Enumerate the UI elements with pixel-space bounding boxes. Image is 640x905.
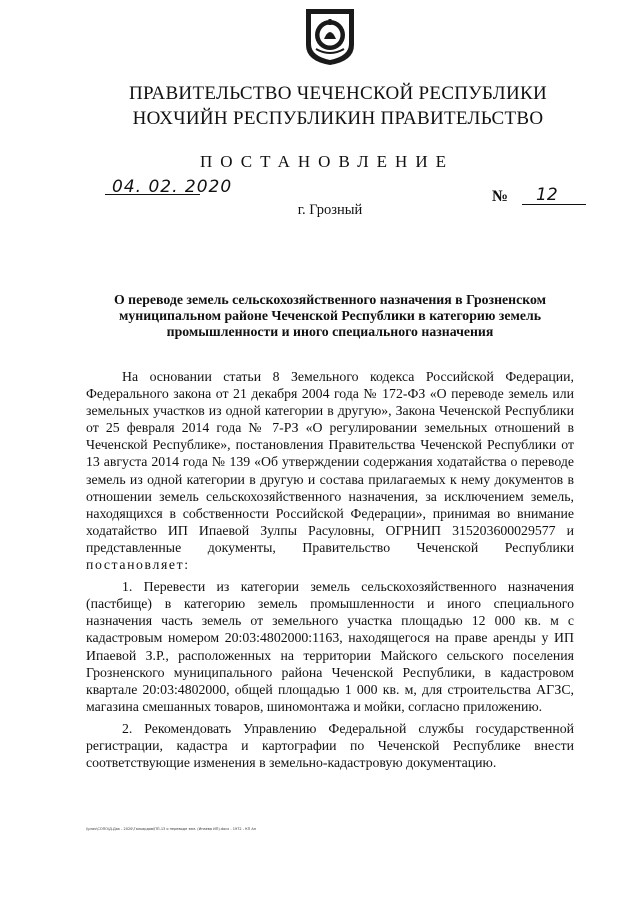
preamble-paragraph	[86, 368, 574, 573]
decree-item-1: 1. Перевести из категории земель сельскохозяйственного назначения (пастбище) в категорию земель промышленности и иного специального назначения часть земель от земельного участка площадью 12 000 кв. м с кадастровым номером 20:03:4802000:1163, находящегося на праве аренды у ИП Ипаевой З.Р., расположенных на территории Майского сельского поселения Грозненского муниципального района Чеченской Республики, в кадастровом квартале 20:03:4802000, общей площадью 1 000 кв. м, для строительства АГЗС, магазина смешанных товаров, шиномонтажа и мойки, согласно приложению.	[86, 579, 574, 714]
preamble-text: На основании статьи 8 Земельного кодекса Российской Федерации, Федерального закона от 21 декабря 2004 года № 172-ФЗ «О переводе земель или земельных участков из одной категории в другую», Закона Чеченской Республики от 25 февраля 2014 года № 7-РЗ «О регулировании земельных отношений в Чеченской Республике», постановления Правительства Чеченской Республики от 13 августа 2014 года № 139 «Об утверждении содержания ходатайства о переводе земель из одной категории в другую и состава прилагаемых к нему документов в отношении земель сельскохозяйственного назначения, за исключением земель, находящихся в собственности Российской Федерации», принимая во внимание ходатайство ИП Ипаевой Зулпы Расуловны, ОГРНИП 315203600029577 и представленные документы, Правительство Чеченской Республики	[86, 369, 574, 555]
number-label: №	[492, 188, 509, 205]
file-path-footer: \\prav\СОПО\Д.Док - 2020\Гальярдов\ПП-13 о переводе зем. (Ипаева ИП).docx - 1972 - КП Ап	[86, 827, 257, 831]
document-date: 04. 02. 2020	[112, 177, 233, 197]
government-name-russian: ПРАВИТЕЛЬСТВО ЧЕЧЕНСКОЙ РЕСПУБЛИКИ	[128, 83, 548, 104]
coat-of-arms-emblem	[302, 5, 358, 67]
document-body	[86, 368, 574, 771]
document-type: ПОСТАНОВЛЕНИЕ	[199, 152, 454, 171]
decree-item-2: 2. Рекомендовать Управлению Федеральной службы государственной регистрации, кадастра и картографии по Чеченской Республике внести соответствующие изменения в земельно-кадастровую документацию.	[86, 720, 574, 771]
document-number: 12	[536, 185, 558, 205]
date-underline	[105, 194, 200, 195]
decree-word: постановляет:	[86, 557, 190, 573]
document-title: О переводе земель сельскохозяйственного назначения в Грозненском муниципальном районе Чеченской Республики в категорию земель промышленности и иного специального назначения	[113, 292, 547, 339]
government-name-chechen: НОХЧИЙН РЕСПУБЛИКИН ПРАВИТЕЛЬСТВО	[132, 108, 544, 129]
city: г. Грозный	[297, 202, 363, 218]
